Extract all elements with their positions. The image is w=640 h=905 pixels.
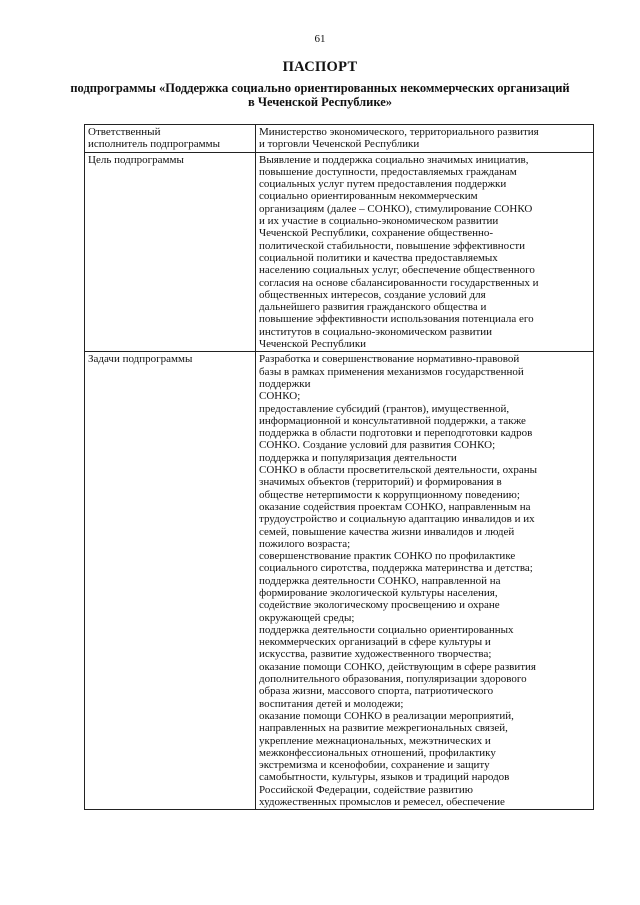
row-value-line: окружающей среды; <box>259 611 355 624</box>
row-value-line: информационной и консультативной поддержки, а также <box>259 414 526 427</box>
row-value-line: базы в рамках применения механизмов государственной <box>259 365 524 378</box>
row-value-line: Разработка и совершенствование нормативно-правовой <box>259 353 520 366</box>
row-value-line: поддержка деятельности социально ориентированных <box>259 623 514 636</box>
row-value-line: и их участие в социально-экономическом развитии <box>259 215 499 228</box>
row-value-cell <box>256 352 594 810</box>
row-label-line: исполнитель подпрограммы <box>88 138 220 151</box>
row-value-line: предоставление субсидий (грантов), имущественной, <box>259 402 510 415</box>
row-value-line: оказание помощи СОНКО в реализации мероприятий, <box>259 709 514 722</box>
row-value-line: экстремизма и ксенофобии, сохранение и защиту <box>259 759 490 772</box>
row-value-line: самобытности, культуры, языков и традиций народов <box>259 771 510 784</box>
row-value-line: поддержки <box>259 377 311 390</box>
row-value-line: семей, повышение качества жизни инвалидов и людей <box>259 525 515 538</box>
row-label-cell <box>85 352 256 810</box>
row-value-line: укрепление межнациональных, межэтнических и <box>259 734 491 747</box>
row-value-line: политической стабильности, повышение эффективности <box>259 239 526 252</box>
row-value-line: повышение доступности, предоставляемых гражданам <box>259 165 517 178</box>
row-value-line: поддержка и популяризация деятельности <box>259 451 457 464</box>
row-label-cell <box>85 152 256 352</box>
row-value-line: искусства, развитие художественного творчества; <box>259 648 492 661</box>
row-value-line: поддержка деятельности СОНКО, направленной на <box>259 574 501 587</box>
row-value-line: социального сиротства, поддержка материнства и детства; <box>259 562 533 575</box>
row-label-cell <box>85 125 256 153</box>
row-value-line: Выявление и поддержка социально значимых инициатив, <box>259 153 529 166</box>
row-value-line: пожилого возраста; <box>259 537 351 550</box>
row-value-line: обществе нетерпимости к коррупционному поведению; <box>259 488 520 501</box>
row-value-line: трудоустройство и социальную адаптацию инвалидов и их <box>259 513 535 526</box>
row-value-line: организациям (далее – СОНКО), стимулирование СОНКО <box>259 202 533 215</box>
row-value-line: оказание помощи СОНКО, действующим в сфере развития <box>259 660 536 673</box>
row-value-line: дальнейшего развития гражданского общества и <box>259 301 487 314</box>
row-value-line: оказание содействия проектам СОНКО, направленным на <box>259 500 531 513</box>
row-value-line: воспитания детей и молодежи; <box>259 697 404 710</box>
row-value-line: образа жизни, массового спорта, патриотического <box>259 685 494 698</box>
row-value-cell <box>256 125 594 153</box>
row-value-line: СОНКО в области просветительской деятельности, охраны <box>259 464 538 477</box>
passport-table <box>84 124 594 810</box>
row-value-line: и торговли Чеченской Республики <box>259 138 420 151</box>
row-label-line: Задачи подпрограммы <box>88 353 193 366</box>
row-value-line: социальных услуг путем предоставления поддержки <box>259 178 507 191</box>
row-value-line: совершенствование практик СОНКО по профилактике <box>259 550 516 563</box>
row-responsible-executor <box>85 125 594 153</box>
row-value-line: институтов в социально-экономическом развитии <box>259 325 493 338</box>
row-tasks <box>85 352 594 810</box>
row-value-line: Министерство экономического, территориального развития <box>259 126 539 138</box>
row-value-line: повышение эффективности использования потенциала его <box>259 313 534 326</box>
document-subtitle: подпрограммы «Поддержка социально ориентированных некоммерческих организаций в Чеченской Республике» <box>70 81 570 109</box>
row-value-line: формирование экологической культуры населения, <box>259 586 498 599</box>
row-label-line: Цель подпрограммы <box>88 153 184 166</box>
row-value-line: общественных интересов, создание условий для <box>259 288 486 301</box>
row-value-line: некоммерческих организаций в сфере культуры и <box>259 636 491 649</box>
row-value-line: направленных на развитие межрегиональных связей, <box>259 722 508 735</box>
row-value-line: согласия на основе сбалансированности государственных и <box>259 276 539 289</box>
row-value-line: значимых объектов (территорий) и формирования в <box>259 476 502 489</box>
row-value-line: социальной политики и качества предоставляемых <box>259 251 498 264</box>
row-value-line: Чеченской Республики <box>259 338 367 351</box>
row-label-line: Ответственный <box>88 126 161 138</box>
document-title: ПАСПОРТ <box>282 59 358 75</box>
row-value-line: СОНКО; <box>259 390 301 403</box>
row-value-line: поддержка в области подготовки и переподготовки кадров <box>259 427 533 440</box>
row-value-line: межконфессиональных отношений, профилактику <box>259 746 496 759</box>
row-value-line: населению социальных услуг, обеспечение общественного <box>259 264 535 277</box>
row-value-cell <box>256 152 594 352</box>
row-value-line: содействие экологическому просвещению и охране <box>259 599 500 612</box>
row-value-line: художественных промыслов и ремесел, обеспечение <box>259 796 505 809</box>
row-value-line: социально ориентированным некоммерческим <box>259 190 478 203</box>
row-value-line: дополнительного образования, популяризации здорового <box>259 673 527 686</box>
row-goal <box>85 152 594 352</box>
row-value-line: СОНКО. Создание условий для развития СОНКО; <box>259 439 496 452</box>
row-value-line: Российской Федерации, содействие развитию <box>259 783 473 796</box>
page-number: 61 <box>314 33 326 45</box>
row-value-line: Чеченской Республики, сохранение общественно- <box>259 227 494 240</box>
